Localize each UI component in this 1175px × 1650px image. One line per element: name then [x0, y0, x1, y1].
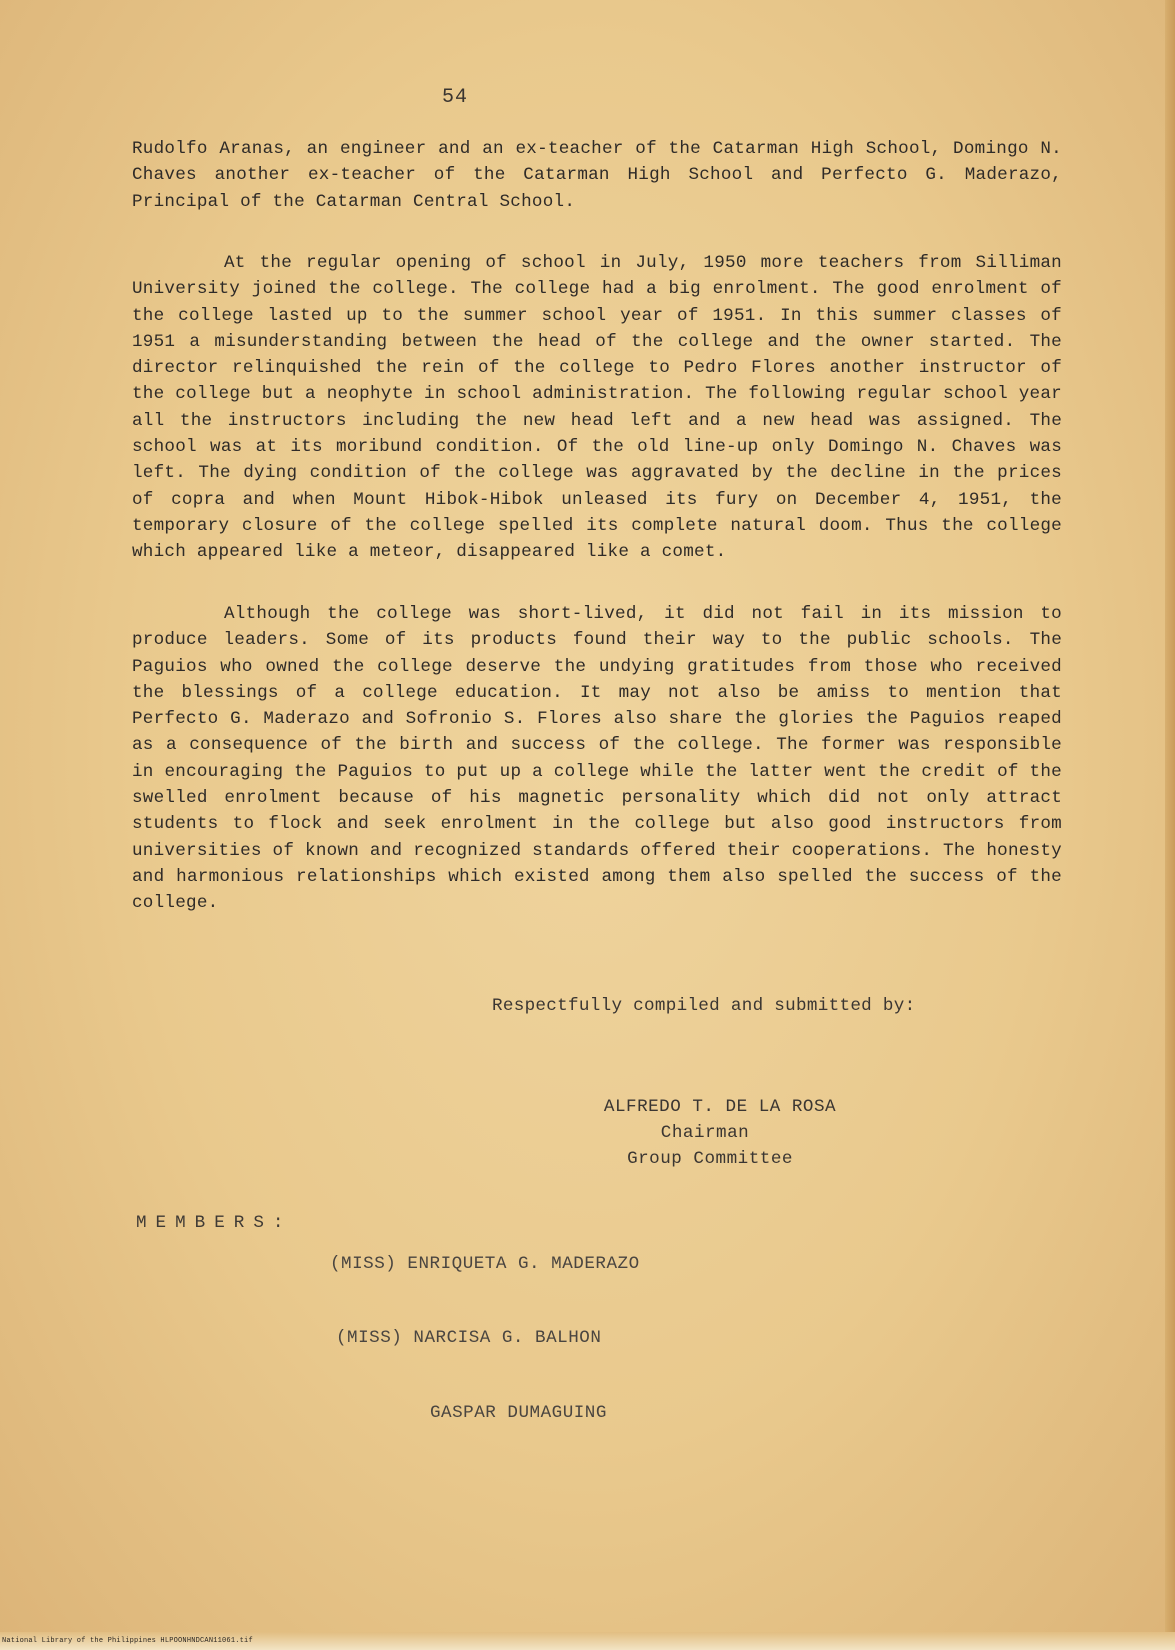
signer-committee: Group Committee	[627, 1149, 793, 1169]
scan-footer-note: National Library of the Philippines HLPOONHNDCAN11061.tif	[2, 1637, 253, 1645]
submission-line: Respectfully compiled and submitted by:	[492, 996, 916, 1016]
paragraph-college-legacy: Although the college was short-lived, it did not fail in its mission to produce leaders. Some of its products found their way to the public schools. The Paguios who owned the college deserve the undying gratitudes from those who received the blessings of a college education. It may not also be amiss to mention that Perfecto G. Maderazo and Sofronio S. Flores also share the glories the Paguios reaped as a consequence of the birth and success of the college. The former was responsible in encouraging the Paguios to put up a college while the latter went the credit of the swelled enrolment because of his magnetic personality which did not only attract students to flock and seek enrolment in the college but also good instructors from universities of known and recognized standards offered their cooperations. The honesty and harmonious relationships which existed among them also spelled the success of the college.	[132, 604, 1062, 914]
member-name: (MISS) NARCISA G. BALHON	[336, 1328, 602, 1348]
paragraph-continuation: Rudolfo Aranas, an engineer and an ex-teacher of the Catarman High School, Domingo N. Chaves another ex-teacher of the Catarman High School and Perfecto G. Maderazo, Principal of the Catarman Central School.	[132, 139, 1062, 212]
members-label: MEMBERS:	[136, 1213, 293, 1233]
paper-edge-right	[1165, 0, 1175, 1650]
paragraph-college-decline: At the regular opening of school in July, 1950 more teachers from Silliman University joined the college. The college had a big enrolment. The good enrolment of the college lasted up to the summer school year of 1951. In this summer classes of 1951 a misunderstanding between the head of the college and the owner started. The director relinquished the rein of the college to Pedro Flores another instructor of the college but a neophyte in school administration. The following regular school year all the instructors including the new head left and a new head was assigned. The school was at its moribund condition. Of the old line-up only Domingo N. Chaves was left. The dying condition of the college was aggravated by the decline in the prices of copra and when Mount Hibok-Hibok unleased its fury on December 4, 1951, the temporary closure of the college spelled its complete natural doom. Thus the college which appeared like a meteor, disappeared like a comet.	[132, 253, 1062, 563]
member-name: GASPAR DUMAGUING	[430, 1403, 607, 1423]
page-number: 54	[442, 86, 469, 109]
member-name: (MISS) ENRIQUETA G. MADERAZO	[330, 1254, 640, 1274]
signer-title: Chairman	[660, 1123, 750, 1143]
signer-name: ALFREDO T. DE LA ROSA	[603, 1097, 837, 1117]
